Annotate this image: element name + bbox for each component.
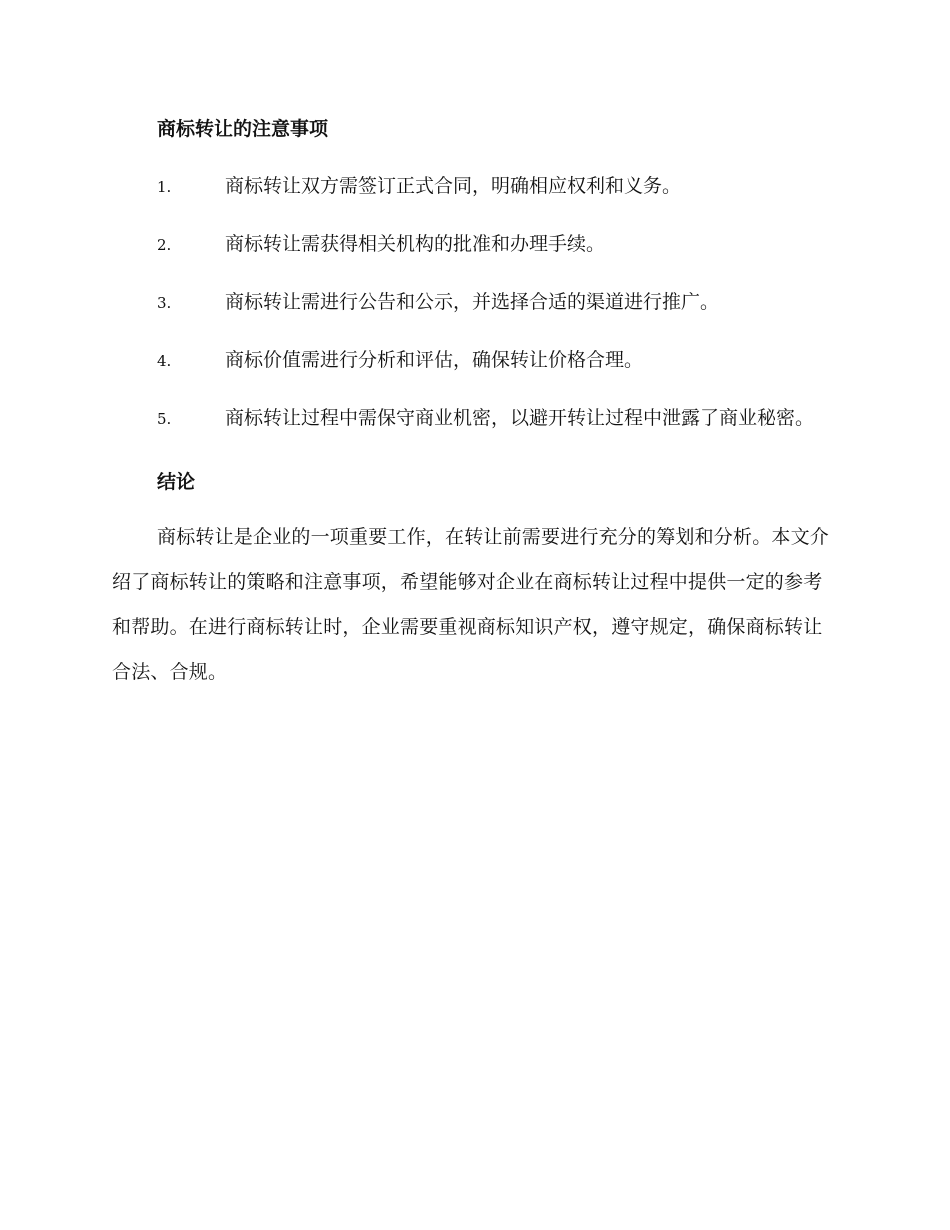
document-content bbox=[112, 111, 836, 695]
list-item bbox=[112, 343, 836, 379]
conclusion-paragraph: 商标转让是企业的一项重要工作，在转让前需要进行充分的筹划和分析。本文介绍了商标转让的策略和注意事项，希望能够对企业在商标转让过程中提供一定的参考和帮助。在进行商标转让时，企业需要重视商标知识产权，遵守规定，确保商标转让合法、合规。 bbox=[112, 526, 830, 683]
list-item-number: 5. bbox=[157, 410, 172, 428]
list-item-text: 商标转让双方需签订正式合同，明确相应权利和义务。 bbox=[225, 175, 682, 197]
list-item-number: 1. bbox=[157, 178, 172, 196]
section-heading-conclusion: 结论 bbox=[157, 471, 196, 493]
list-item-text: 商标价值需进行分析和评估，确保转让价格合理。 bbox=[225, 349, 644, 371]
list-item bbox=[112, 227, 836, 263]
section-heading-precautions: 商标转让的注意事项 bbox=[157, 118, 329, 140]
list-item bbox=[112, 396, 836, 442]
list-item-number: 4. bbox=[157, 352, 172, 370]
precautions-list bbox=[112, 169, 836, 442]
list-item-number: 3. bbox=[157, 294, 172, 312]
list-item bbox=[112, 169, 836, 205]
list-item bbox=[112, 285, 836, 321]
list-item-text: 商标转让需进行公告和公示，并选择合适的渠道进行推广。 bbox=[225, 291, 720, 313]
list-item-text: 商标转让需获得相关机构的批准和办理手续。 bbox=[225, 233, 606, 255]
list-item-text: 商标转让过程中需保守商业机密，以避开转让过程中泄露了商业秘密。 bbox=[225, 407, 815, 429]
list-item-number: 2. bbox=[157, 236, 172, 254]
